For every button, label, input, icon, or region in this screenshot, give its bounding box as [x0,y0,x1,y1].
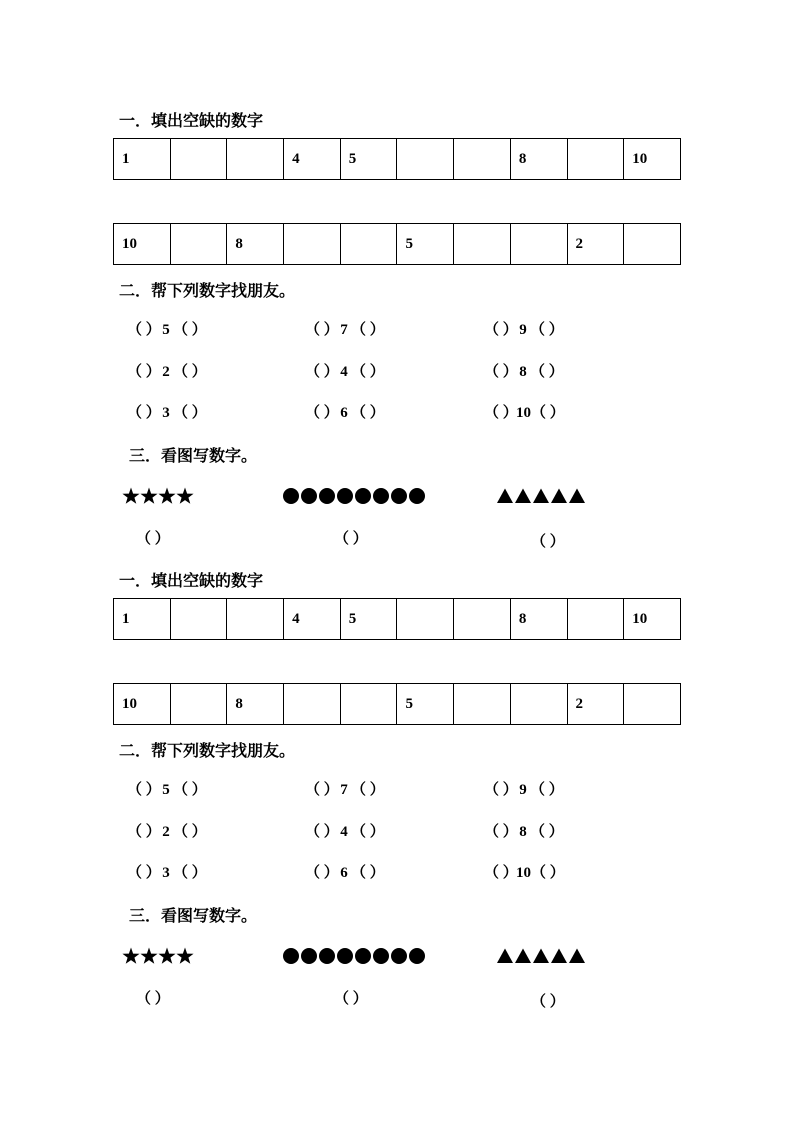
close-paren: ） [369,782,385,798]
star-icon [158,488,175,504]
left-blank[interactable] [127,861,159,882]
blank-number-cell[interactable] [397,139,454,180]
open-paren: （ [127,364,143,380]
blank-number-cell[interactable] [454,224,511,265]
blank-number-cell[interactable] [340,684,397,725]
given-number-cell: 10 [624,139,681,180]
close-paren: ） [145,405,161,421]
center-number: 3 [162,865,170,881]
given-number-cell: 5 [340,599,397,640]
number-friend-item [305,318,383,339]
blank-number-cell[interactable] [510,224,567,265]
given-number-cell: 1 [114,139,171,180]
right-blank[interactable] [173,820,205,841]
number-friend-item [484,318,562,339]
number-friend-item [305,401,383,422]
center-number: 3 [162,405,170,421]
count-answer-blank[interactable]: （ ） [531,534,565,550]
close-paren: ） [548,322,564,338]
blank-number-cell[interactable] [624,224,681,265]
blank-number-cell[interactable] [624,684,681,725]
close-paren: ） [548,782,564,798]
triangle-icon [551,949,567,964]
blank-number-cell[interactable] [170,224,227,265]
center-number: 9 [519,322,527,338]
open-paren: （ [351,405,367,421]
right-blank[interactable] [351,401,383,422]
left-blank[interactable] [127,778,159,799]
picture-count-title: 三．看图写数字。 [129,906,258,925]
given-number-cell: 4 [284,139,341,180]
blank-number-cell[interactable] [227,599,284,640]
close-paren: ） [502,322,518,338]
right-blank[interactable] [173,778,205,799]
star-icon [158,948,175,964]
find-friends-title: 二．帮下列数字找朋友。 [119,741,296,760]
given-number-cell: 4 [284,599,341,640]
count-answer-blank[interactable]: （ ） [136,991,170,1007]
center-number: 8 [519,364,527,380]
count-answer-blank[interactable]: （ ） [531,994,565,1010]
triangle-icon [497,489,513,504]
blank-number-cell[interactable] [284,224,341,265]
close-paren: ） [191,782,207,798]
close-paren: ） [548,824,564,840]
number-sequence-row [114,684,681,725]
close-paren: ） [502,824,518,840]
right-blank[interactable] [531,861,563,882]
open-paren: （ [351,782,367,798]
close-paren: ） [323,782,339,798]
circle-icon [301,488,317,504]
number-friend-item [484,401,563,422]
close-paren: ） [502,405,518,421]
number-friend-item [127,360,205,381]
open-paren: （ [305,322,321,338]
close-paren: ） [549,865,565,881]
given-number-cell: 2 [567,224,624,265]
left-blank[interactable] [305,401,337,422]
given-number-cell: 2 [567,684,624,725]
given-number-cell: 8 [227,684,284,725]
circle-icon [337,488,353,504]
given-number-cell: 1 [114,599,171,640]
right-blank[interactable] [351,861,383,882]
open-paren: （ [530,322,546,338]
open-paren: （ [173,865,189,881]
open-paren: （ [351,865,367,881]
right-blank[interactable] [530,318,562,339]
center-number: 2 [162,364,170,380]
star-icon [122,488,139,504]
circle-icon [373,488,389,504]
circle-icon [355,488,371,504]
center-number: 5 [162,782,170,798]
number-friend-item [305,820,383,841]
left-blank[interactable] [127,318,159,339]
number-friend-item [484,360,562,381]
blank-number-cell[interactable] [170,139,227,180]
open-paren: （ [484,824,500,840]
close-paren: ） [549,405,565,421]
number-friend-item [127,318,205,339]
circle-icon [301,948,317,964]
given-number-cell: 10 [114,224,171,265]
left-blank[interactable] [305,861,337,882]
close-paren: ） [145,322,161,338]
number-friend-item [484,861,563,882]
shape-group-star [122,946,196,966]
given-number-cell: 8 [227,224,284,265]
open-paren: （ [530,364,546,380]
center-number: 7 [340,322,348,338]
right-blank[interactable] [173,318,205,339]
left-blank[interactable] [484,778,516,799]
star-icon [176,948,193,964]
left-blank[interactable] [484,360,516,381]
right-blank[interactable] [173,401,205,422]
right-blank[interactable] [530,820,562,841]
circle-icon [391,488,407,504]
blank-number-cell[interactable] [170,599,227,640]
close-paren: ） [548,364,564,380]
right-blank[interactable] [351,778,383,799]
close-paren: ） [323,322,339,338]
right-blank[interactable] [530,360,562,381]
open-paren: （ [127,405,143,421]
left-blank[interactable] [305,820,337,841]
left-blank[interactable] [484,401,516,422]
close-paren: ） [323,405,339,421]
number-sequence-table [113,223,681,265]
number-friend-item [127,861,205,882]
open-paren: （ [351,364,367,380]
close-paren: ） [145,782,161,798]
given-number-cell: 5 [397,684,454,725]
number-friend-item [127,401,205,422]
close-paren: ） [323,865,339,881]
count-answer-blank[interactable]: （ ） [136,531,170,547]
number-sequence-row [114,224,681,265]
open-paren: （ [127,322,143,338]
blank-number-cell[interactable] [454,139,511,180]
circle-icon [283,488,299,504]
open-paren: （ [173,322,189,338]
circle-icon [373,948,389,964]
left-blank[interactable] [305,360,337,381]
blank-number-cell[interactable] [454,599,511,640]
count-answer-blank[interactable]: （ ） [334,531,368,547]
given-number-cell: 5 [340,139,397,180]
center-number: 5 [162,322,170,338]
open-paren: （ [484,865,500,881]
open-paren: （ [351,322,367,338]
right-blank[interactable] [173,861,205,882]
close-paren: ） [323,364,339,380]
triangle-icon [515,949,531,964]
left-blank[interactable] [127,401,159,422]
center-number: 6 [340,405,348,421]
center-number: 4 [340,364,348,380]
right-blank[interactable] [173,360,205,381]
close-paren: ） [369,405,385,421]
number-friend-item [484,820,562,841]
given-number-cell: 8 [510,599,567,640]
given-number-cell: 5 [397,224,454,265]
open-paren: （ [127,824,143,840]
center-number: 8 [519,824,527,840]
close-paren: ） [145,364,161,380]
right-blank[interactable] [351,318,383,339]
close-paren: ） [191,405,207,421]
blank-number-cell[interactable] [567,139,624,180]
blank-number-cell[interactable] [510,684,567,725]
close-paren: ） [369,322,385,338]
open-paren: （ [351,824,367,840]
shape-group-star [122,486,196,506]
triangle-icon [497,949,513,964]
right-blank[interactable] [530,778,562,799]
number-sequence-row [114,599,681,640]
close-paren: ） [191,364,207,380]
count-answer-blank[interactable]: （ ） [334,991,368,1007]
close-paren: ） [502,364,518,380]
center-number: 6 [340,865,348,881]
triangle-icon [533,949,549,964]
shape-group-triangle [496,486,588,506]
close-paren: ） [369,865,385,881]
center-number: 4 [340,824,348,840]
star-icon [122,948,139,964]
open-paren: （ [531,405,547,421]
open-paren: （ [484,782,500,798]
open-paren: （ [127,782,143,798]
center-number: 7 [340,782,348,798]
close-paren: ） [323,824,339,840]
triangle-icon [551,489,567,504]
circle-icon [337,948,353,964]
left-blank[interactable] [127,360,159,381]
shape-group-circle [282,946,428,966]
blank-number-cell[interactable] [454,684,511,725]
triangle-icon [569,949,585,964]
circle-icon [319,488,335,504]
open-paren: （ [173,405,189,421]
blank-number-cell[interactable] [397,599,454,640]
number-sequence-table [113,683,681,725]
triangle-icon [515,489,531,504]
open-paren: （ [305,405,321,421]
left-blank[interactable] [305,778,337,799]
close-paren: ） [191,865,207,881]
left-blank[interactable] [484,318,516,339]
left-blank[interactable] [484,861,516,882]
center-number: 9 [519,782,527,798]
open-paren: （ [127,865,143,881]
open-paren: （ [530,782,546,798]
triangle-icon [533,489,549,504]
blank-number-cell[interactable] [284,684,341,725]
open-paren: （ [484,364,500,380]
center-number: 10 [516,865,531,881]
number-friend-item [127,778,205,799]
blank-number-cell[interactable] [567,599,624,640]
given-number-cell: 10 [114,684,171,725]
open-paren: （ [305,782,321,798]
star-icon [176,488,193,504]
given-number-cell: 8 [510,139,567,180]
close-paren: ） [145,824,161,840]
open-paren: （ [173,782,189,798]
circle-icon [283,948,299,964]
open-paren: （ [305,824,321,840]
close-paren: ） [369,824,385,840]
circle-icon [409,488,425,504]
close-paren: ） [191,824,207,840]
triangle-icon [569,489,585,504]
number-friend-item [484,778,562,799]
circle-icon [409,948,425,964]
open-paren: （ [530,824,546,840]
number-friend-item [305,360,383,381]
left-blank[interactable] [305,318,337,339]
open-paren: （ [305,364,321,380]
close-paren: ） [191,322,207,338]
right-blank[interactable] [531,401,563,422]
number-friend-item [127,820,205,841]
open-paren: （ [484,322,500,338]
fill-missing-title: 一．填出空缺的数字 [119,571,264,590]
circle-icon [319,948,335,964]
picture-count-title: 三．看图写数字。 [129,446,258,465]
close-paren: ） [369,364,385,380]
circle-icon [355,948,371,964]
shape-group-circle [282,486,428,506]
given-number-cell: 10 [624,599,681,640]
center-number: 2 [162,824,170,840]
center-number: 10 [516,405,531,421]
right-blank[interactable] [351,820,383,841]
number-friend-item [305,861,383,882]
star-icon [140,948,157,964]
shape-group-triangle [496,946,588,966]
open-paren: （ [531,865,547,881]
blank-number-cell[interactable] [340,224,397,265]
number-friend-item [305,778,383,799]
blank-number-cell[interactable] [170,684,227,725]
right-blank[interactable] [351,360,383,381]
number-sequence-table [113,598,681,640]
close-paren: ） [145,865,161,881]
close-paren: ） [502,782,518,798]
circle-icon [391,948,407,964]
open-paren: （ [173,364,189,380]
fill-missing-title: 一．填出空缺的数字 [119,111,264,130]
close-paren: ） [502,865,518,881]
find-friends-title: 二．帮下列数字找朋友。 [119,281,296,300]
left-blank[interactable] [484,820,516,841]
open-paren: （ [173,824,189,840]
star-icon [140,488,157,504]
open-paren: （ [484,405,500,421]
number-sequence-row [114,139,681,180]
number-sequence-table [113,138,681,180]
blank-number-cell[interactable] [227,139,284,180]
open-paren: （ [305,865,321,881]
left-blank[interactable] [127,820,159,841]
